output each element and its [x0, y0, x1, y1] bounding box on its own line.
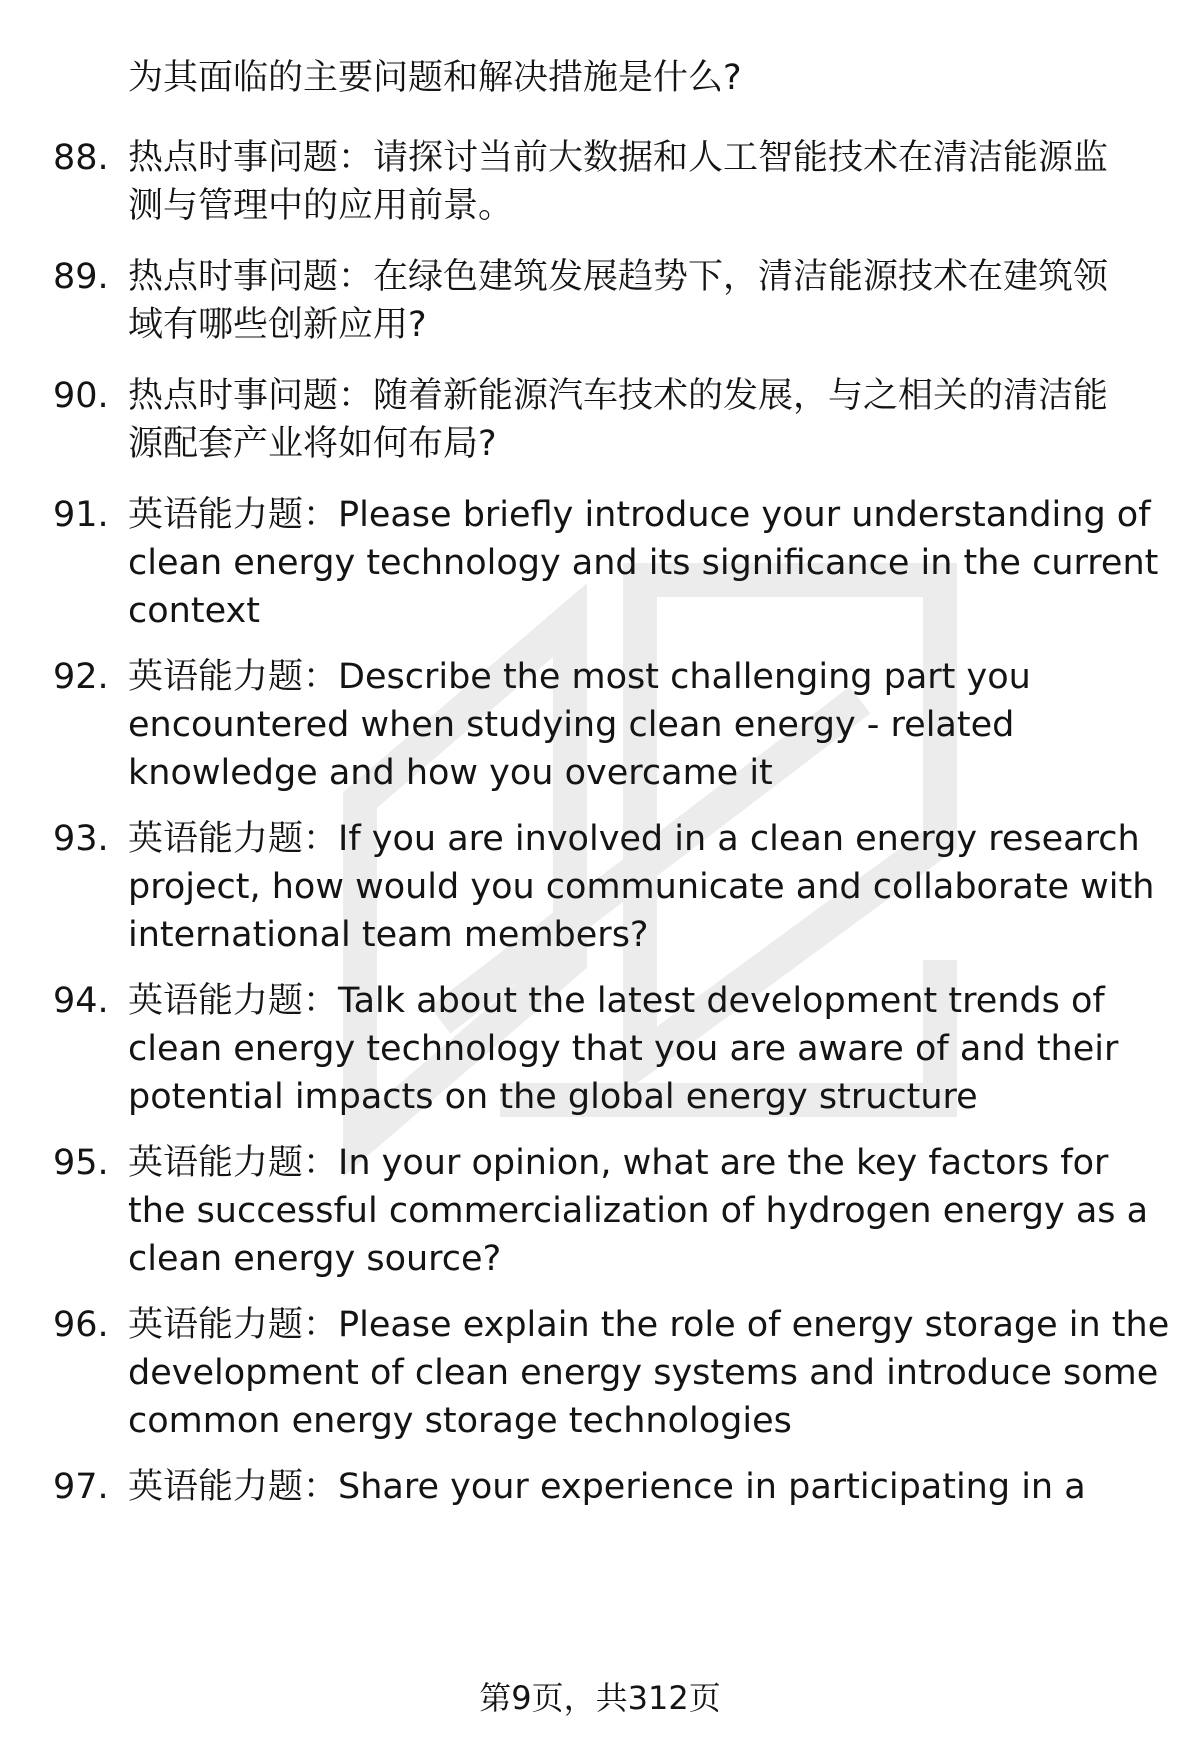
- question-text: [128, 1139, 1168, 1283]
- question-text-line: clean energy technology that you are aware of and their: [128, 1029, 1119, 1069]
- question-number: 94.: [53, 981, 109, 1021]
- question-text-line: 热点时事问题：随着新能源汽车技术的发展，与之相关的清洁能: [128, 376, 1109, 416]
- question-number: 90.: [53, 376, 109, 416]
- question-number: 96.: [53, 1305, 109, 1345]
- question-text: [128, 372, 1168, 468]
- question-number: 95.: [53, 1143, 109, 1183]
- question-text: [128, 977, 1168, 1121]
- question-text-line: development of clean energy systems and introduce some: [128, 1353, 1159, 1393]
- question-text-line: clean energy source?: [128, 1239, 502, 1279]
- question-text-line: 域有哪些创新应用?: [128, 305, 427, 345]
- question-number: 93.: [53, 819, 109, 859]
- question-text-line: project, how would you communicate and collaborate with: [128, 867, 1155, 907]
- question-text-line: common energy storage technologies: [128, 1401, 792, 1441]
- question-text: [128, 253, 1168, 349]
- question-text-line: context: [128, 591, 260, 631]
- question-text: [128, 134, 1168, 230]
- question-number: 91.: [53, 495, 109, 535]
- question-number: 92.: [53, 657, 109, 697]
- question-text-line: potential impacts on the global energy structure: [128, 1077, 978, 1117]
- question-number: 97.: [53, 1467, 109, 1507]
- question-text-line: 英语能力题：If you are involved in a clean energy research: [128, 819, 1140, 859]
- question-text-line: 英语能力题：Please briefly introduce your understanding of: [128, 495, 1151, 535]
- page-footer: 第9页，共312页: [479, 1679, 721, 1717]
- question-text-line: international team members?: [128, 915, 649, 955]
- question-text-line: 测与管理中的应用前景。: [128, 186, 514, 226]
- question-text-line: 源配套产业将如何布局?: [128, 424, 497, 464]
- question-text: [128, 1301, 1168, 1445]
- question-text-line: 热点时事问题：在绿色建筑发展趋势下，清洁能源技术在建筑领: [128, 257, 1109, 297]
- question-text-line: knowledge and how you overcame it: [128, 753, 773, 793]
- question-number: 89.: [53, 257, 109, 297]
- question-text-line: encountered when studying clean energy - related: [128, 705, 1015, 745]
- question-text-line: 英语能力题：Share your experience in participating in a: [128, 1467, 1086, 1507]
- question-text-line: the successful commercialization of hydrogen energy as a: [128, 1191, 1149, 1231]
- question-text-line: 英语能力题：In your opinion, what are the key factors for: [128, 1143, 1109, 1183]
- question-text: [128, 491, 1168, 635]
- question-text-line: clean energy technology and its significance in the current: [128, 543, 1159, 583]
- continued-question-line: 为其面临的主要问题和解决措施是什么?: [128, 58, 742, 98]
- question-text-line: 英语能力题：Please explain the role of energy storage in the: [128, 1305, 1170, 1345]
- question-number: 88.: [53, 138, 109, 178]
- question-text-line: 英语能力题：Describe the most challenging part you: [128, 657, 1031, 697]
- question-text: [128, 653, 1168, 797]
- question-text-line: 热点时事问题：请探讨当前大数据和人工智能技术在清洁能源监: [128, 138, 1109, 178]
- question-text: [128, 1463, 1168, 1511]
- question-text: [128, 815, 1168, 959]
- question-text-line: 英语能力题：Talk about the latest development trends of: [128, 981, 1105, 1021]
